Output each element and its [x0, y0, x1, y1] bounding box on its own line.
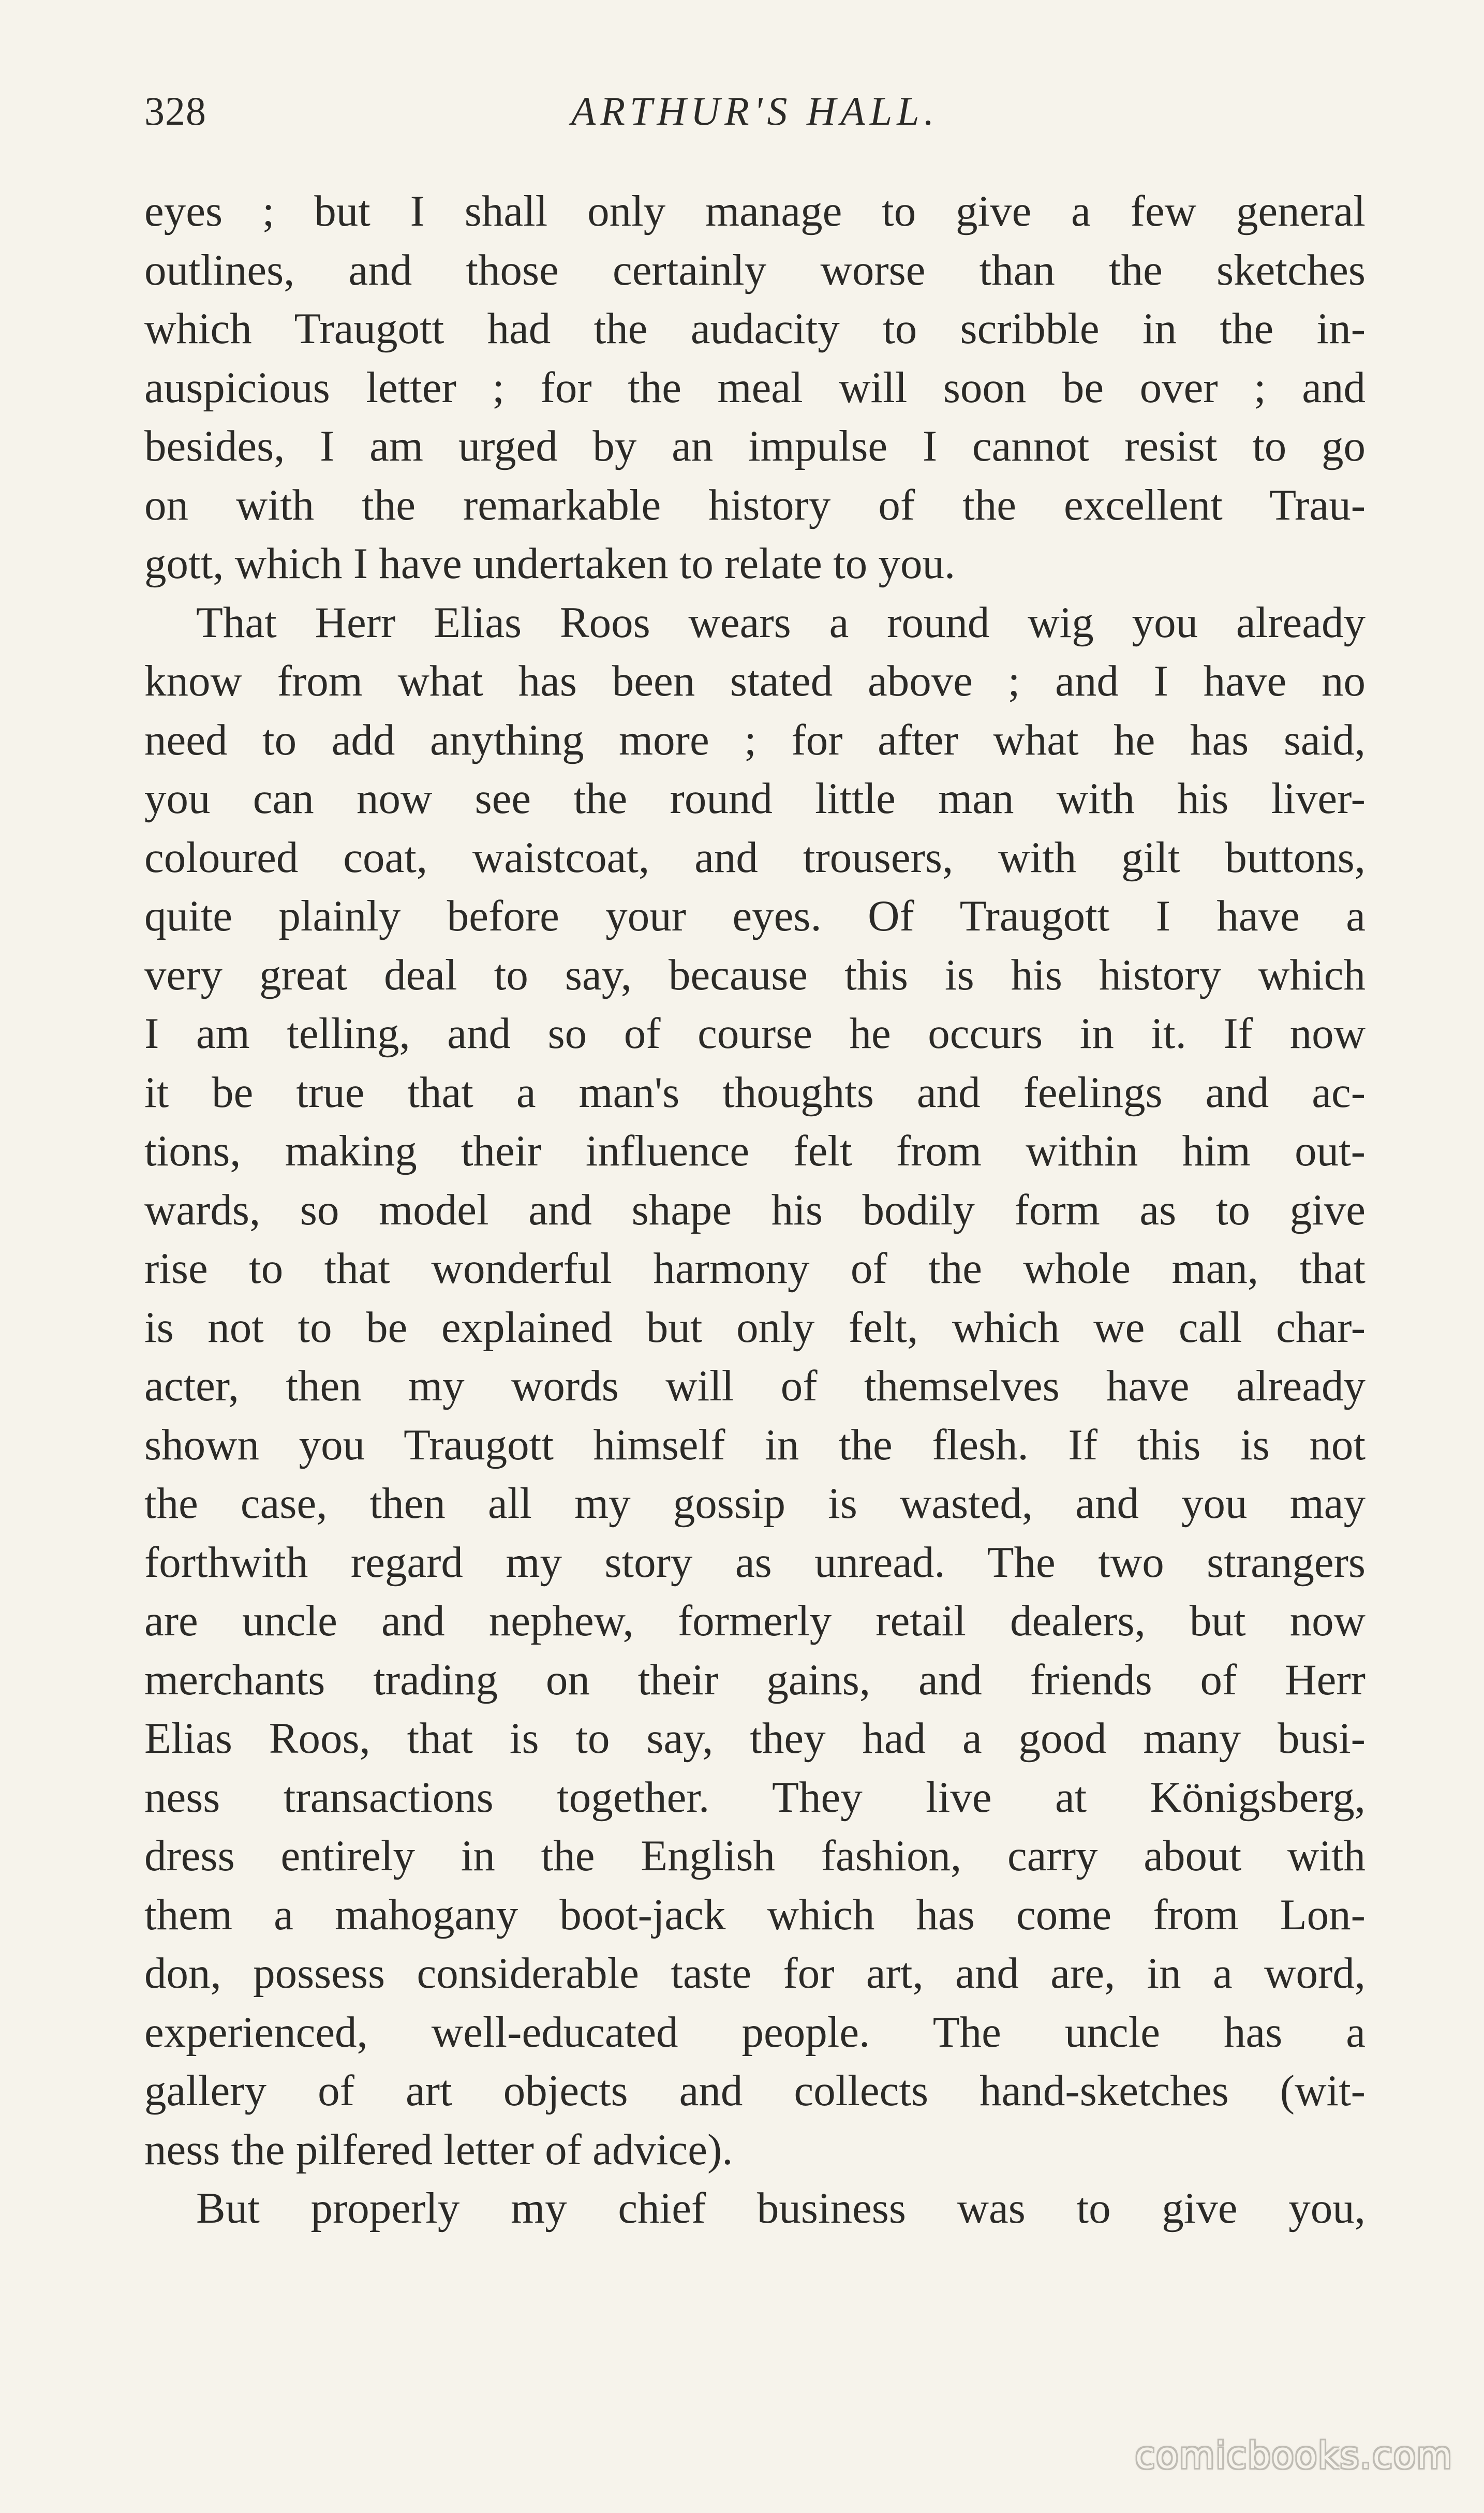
page-number: 328 — [144, 88, 206, 134]
text-line: gallery of art objects and collects hand-sketches (wit- — [144, 2066, 1366, 2115]
text-line: know from what has been stated above ; and I have no — [144, 657, 1366, 705]
watermark: comicbooks.com — [1135, 2434, 1453, 2477]
text-line: you can now see the round little man with his liver- — [144, 774, 1366, 823]
text-line: quite plainly before your eyes. Of Traugott I have a — [144, 892, 1366, 940]
text-line: dress entirely in the English fashion, carry about with — [144, 1831, 1366, 1880]
text-line: them a mahogany boot-jack which has come from Lon- — [144, 1890, 1366, 1939]
text-line: ness transactions together. They live at Königsberg, — [144, 1772, 1366, 1822]
text-line: the case, then all my gossip is wasted, and you may — [144, 1479, 1366, 1528]
text-line: very great deal to say, because this is his history which — [144, 950, 1366, 999]
text-line: acter, then my words will of themselves have already — [144, 1362, 1366, 1410]
running-head — [144, 88, 1366, 150]
text-line: That Herr Elias Roos wears a round wig you already — [196, 598, 1366, 647]
body-text — [144, 182, 1366, 2238]
running-title: ARTHUR'S HALL. — [571, 88, 939, 134]
text-line: merchants trading on their gains, and friends of Herr — [144, 1655, 1366, 1704]
text-line: besides, I am urged by an impulse I cannot resist to go — [144, 422, 1366, 470]
text-line: But properly my chief business was to give you, — [196, 2184, 1366, 2233]
text-line: outlines, and those certainly worse than the sketches — [144, 245, 1366, 294]
text-line: I am telling, and so of course he occurs in it. If now — [144, 1009, 1366, 1058]
text-line: auspicious letter ; for the meal will soon be over ; and — [144, 363, 1366, 412]
text-line: which Traugott had the audacity to scribble in the in- — [144, 304, 1366, 353]
text-line: rise to that wonderful harmony of the whole man, that — [144, 1244, 1366, 1293]
text-line: need to add anything more ; for after what he has said, — [144, 715, 1366, 764]
text-line: it be true that a man's thoughts and feelings and ac- — [144, 1068, 1366, 1117]
text-line: on with the remarkable history of the excellent Trau- — [144, 480, 1366, 529]
text-line: is not to be explained but only felt, which we call char- — [144, 1303, 1366, 1352]
text-line: forthwith regard my story as unread. The two strangers — [144, 1538, 1366, 1587]
text-line: are uncle and nephew, formerly retail dealers, but now — [144, 1597, 1366, 1645]
text-line: wards, so model and shape his bodily form as to give — [144, 1185, 1366, 1234]
text-line: Elias Roos, that is to say, they had a good many busi- — [144, 1714, 1366, 1763]
text-line: gott, which I have undertaken to relate to you. — [144, 539, 956, 588]
text-line: coloured coat, waistcoat, and trousers, with gilt buttons, — [144, 833, 1366, 882]
text-line: experienced, well-educated people. The uncle has a — [144, 2007, 1366, 2057]
text-line: shown you Traugott himself in the flesh. If this is not — [144, 1420, 1366, 1469]
text-line: ness the pilfered letter of advice). — [144, 2125, 733, 2174]
text-line: eyes ; but I shall only manage to give a few general — [144, 187, 1366, 235]
text-line: don, possess considerable taste for art, and are, in a word, — [144, 1949, 1366, 1998]
text-line: tions, making their influence felt from within him out- — [144, 1127, 1366, 1175]
